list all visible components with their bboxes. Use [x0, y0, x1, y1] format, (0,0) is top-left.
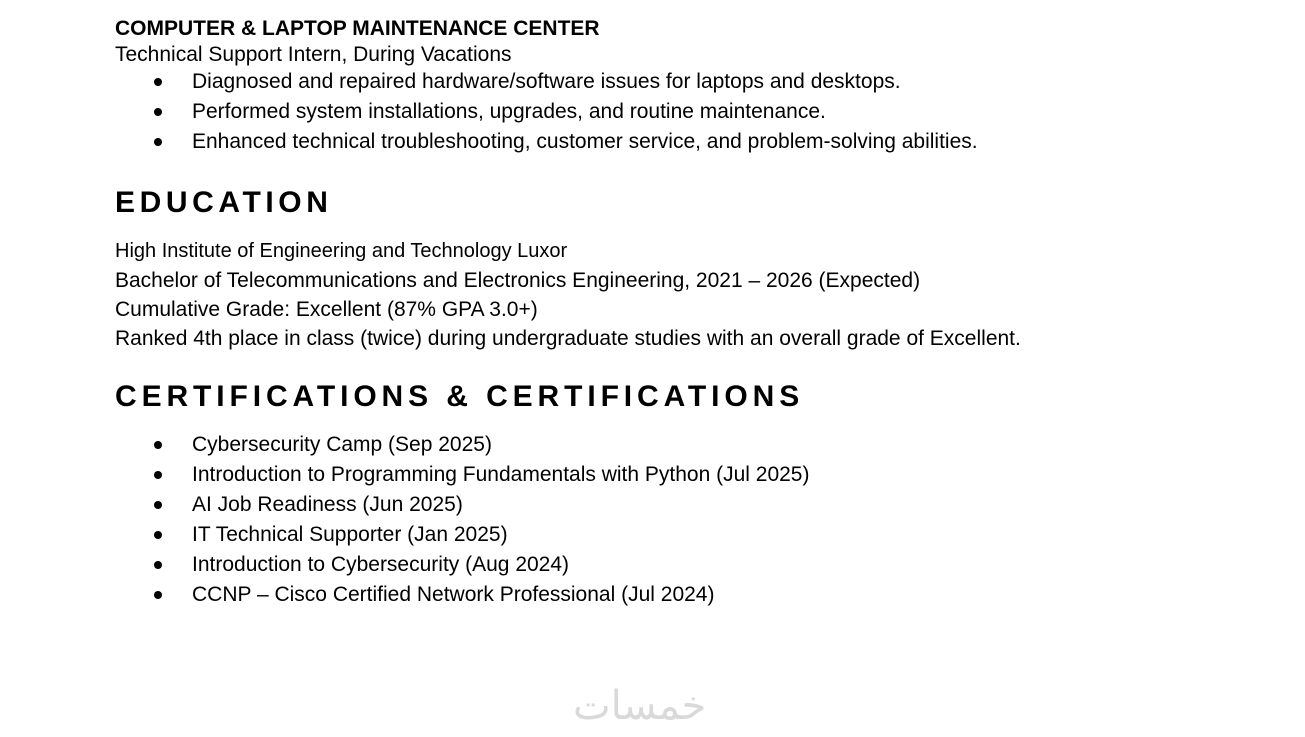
list-item [115, 430, 809, 460]
certification-text: Introduction to Cybersecurity (Aug 2024) [192, 553, 570, 576]
list-item [115, 67, 978, 97]
bullet-icon [154, 441, 162, 449]
certification-text: Cybersecurity Camp (Sep 2025) [192, 433, 492, 456]
bullet-icon [154, 138, 162, 146]
bullet-icon [154, 591, 162, 599]
list-item [115, 490, 809, 520]
education-heading: EDUCATION [115, 186, 333, 219]
certifications-heading: CERTIFICATIONS & CERTIFICATIONS [115, 380, 805, 413]
certification-text: Introduction to Programming Fundamentals with Python (Jul 2025) [192, 463, 810, 486]
list-item [115, 97, 978, 127]
education-institute: High Institute of Engineering and Technology Luxor [115, 240, 568, 262]
certification-text: IT Technical Supporter (Jan 2025) [192, 523, 508, 546]
bullet-text: Enhanced technical troubleshooting, customer service, and problem-solving abilities. [192, 130, 978, 153]
bullet-icon [154, 471, 162, 479]
education-degree: Bachelor of Telecommunications and Electronics Engineering, 2021 – 2026 (Expected) [115, 269, 921, 292]
education-ranking: Ranked 4th place in class (twice) during undergraduate studies with an overall grade of Excellent. [115, 327, 1021, 350]
certification-text: CCNP – Cisco Certified Network Professional (Jul 2024) [192, 583, 715, 606]
bullet-icon [154, 78, 162, 86]
certification-list [115, 430, 809, 610]
resume-page [115, 0, 1265, 737]
bullet-text: Diagnosed and repaired hardware/software issues for laptops and desktops. [192, 70, 901, 93]
job-company: COMPUTER & LAPTOP MAINTENANCE CENTER [115, 17, 600, 40]
watermark-logo: خمسات [573, 683, 707, 729]
list-item [115, 550, 809, 580]
bullet-icon [154, 561, 162, 569]
bullet-icon [154, 501, 162, 509]
bullet-icon [154, 531, 162, 539]
job-role: Technical Support Intern, During Vacations [115, 43, 512, 66]
bullet-text: Performed system installations, upgrades, and routine maintenance. [192, 100, 826, 123]
list-item [115, 580, 809, 610]
education-grade: Cumulative Grade: Excellent (87% GPA 3.0+) [115, 298, 538, 321]
list-item [115, 127, 978, 157]
education-details [115, 237, 1021, 353]
certification-text: AI Job Readiness (Jun 2025) [192, 493, 463, 516]
list-item [115, 460, 809, 490]
list-item [115, 520, 809, 550]
bullet-icon [154, 108, 162, 116]
job-bullet-list [115, 67, 978, 157]
